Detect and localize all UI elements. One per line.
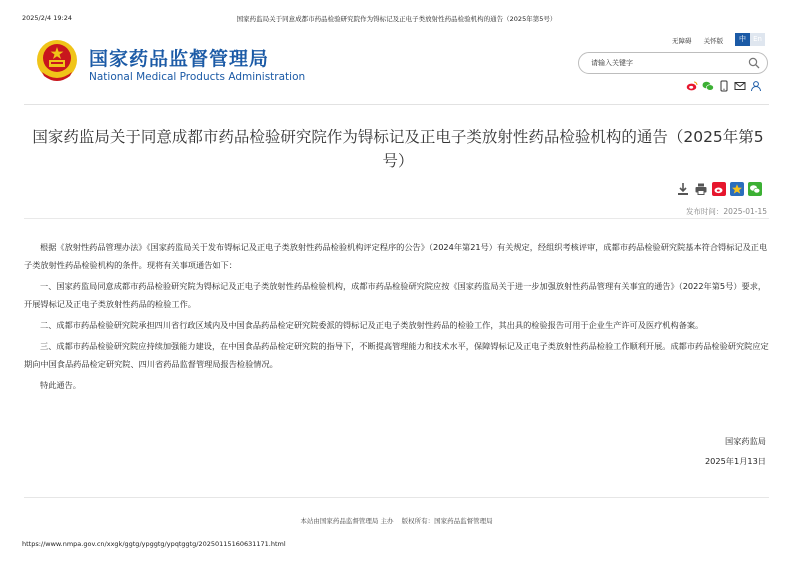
mobile-icon[interactable] xyxy=(718,77,730,89)
top-links xyxy=(672,36,733,45)
footer-divider xyxy=(24,497,769,498)
header-divider xyxy=(24,104,769,105)
article-paragraph: 根据《放射性药品管理办法》《国家药监局关于发布锝标记及正电子类放射性药品检验机构评定程序的公告》（2024年第21号）有关规定，经组织考核评审，成都市药品检验研究院基本符合锝标记及正电子类放射性药品检验机构的条件。现将有关事项通告如下： xyxy=(24,242,768,270)
print-timestamp: 2025/2/4 19:24 xyxy=(22,14,72,22)
national-emblem-logo[interactable] xyxy=(34,38,80,84)
search-box xyxy=(578,52,768,74)
language-switch xyxy=(735,33,765,46)
lang-zh-button[interactable]: 中 xyxy=(735,33,750,46)
publish-date-label: 发布时间： xyxy=(685,207,724,216)
title-divider xyxy=(24,218,769,219)
footer xyxy=(0,516,793,525)
lang-en-button[interactable]: En xyxy=(750,33,765,46)
article-paragraph: 二、成都市药品检验研究院承担四川省行政区域内及中国食品药品检定研究院委派的锝标记及正电子类放射性药品的检验工作，其出具的检验报告可用于企业生产许可及医疗机构备案。 xyxy=(40,320,704,330)
site-title-en[interactable]: National Medical Products Administration xyxy=(89,71,306,83)
accessibility-link[interactable]: 无障碍 xyxy=(672,37,692,45)
footer-host: 本站由国家药品监督管理局 主办 xyxy=(300,517,394,525)
wechat-icon[interactable] xyxy=(702,77,714,89)
share-weibo-icon[interactable] xyxy=(712,181,726,195)
weibo-icon[interactable] xyxy=(686,77,698,89)
article-paragraph: 特此通告。 xyxy=(40,380,81,390)
article-tools xyxy=(676,181,762,195)
print-title: 国家药监局关于同意成都市药品检验研究院作为锝标记及正电子类放射性药品检验机构的通告（2025年第5号） xyxy=(236,15,557,23)
share-wechat-icon[interactable] xyxy=(748,181,762,195)
article-body xyxy=(24,238,769,397)
footer-copyright: 版权所有：国家药品监督管理局 xyxy=(401,517,493,525)
article-paragraph: 一、国家药监局同意成都市药品检验研究院为锝标记及正电子类放射性药品检验机构，成都市药品检验研究院应按《国家药监局关于进一步加强放射性药品管理有关事宜的通告》（2022年第5号）要求，开展锝标记及正电子类放射性药品的检验工作。 xyxy=(24,281,767,309)
print-icon[interactable] xyxy=(694,181,708,195)
print-header xyxy=(22,14,771,26)
article-paragraph: 三、成都市药品检验研究院应持续加强能力建设，在中国食品药品检定研究院的指导下，不断提高管理能力和技术水平，保障锝标记及正电子类放射性药品检验工作顺利开展。成都市药品检验研究院应定期向中国食品药品检定研究院、四川省药品监督管理局报告检验情况。 xyxy=(24,341,769,369)
search-input[interactable] xyxy=(591,57,741,69)
site-title-cn[interactable]: 国家药品监督管理局 xyxy=(89,48,270,70)
search-icon[interactable] xyxy=(748,57,760,69)
mail-icon[interactable] xyxy=(734,77,746,89)
download-icon[interactable] xyxy=(676,181,690,195)
signature: 国家药监局 xyxy=(725,436,766,446)
publish-date xyxy=(686,206,767,217)
social-icons xyxy=(686,77,762,89)
user-icon[interactable] xyxy=(750,77,762,89)
article-title: 国家药监局关于同意成都市药品检验研究院作为锝标记及正电子类放射性药品检验机构的通告（2025年第5号） xyxy=(32,128,764,170)
favorite-icon[interactable] xyxy=(730,181,744,195)
page-url: https://www.nmpa.gov.cn/xxgk/ggtg/ypggtg/ypqtggtg/20250115160631171.html xyxy=(22,540,286,548)
publish-date-value: 2025-01-15 xyxy=(723,207,767,216)
sign-date: 2025年1月13日 xyxy=(704,456,766,466)
care-mode-link[interactable]: 关怀版 xyxy=(703,37,724,45)
